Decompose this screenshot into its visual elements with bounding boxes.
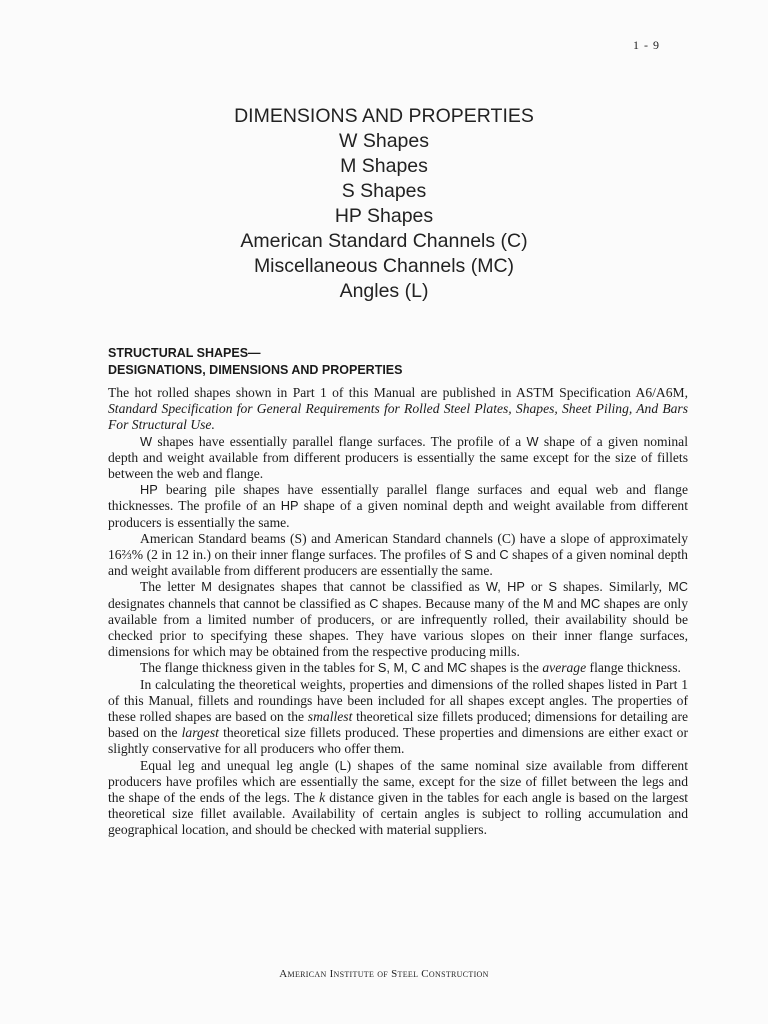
title-line-main: DIMENSIONS AND PROPERTIES	[234, 105, 534, 127]
title-line-misc-channels: Miscellaneous Channels (MC)	[253, 255, 515, 277]
title-line-s-shapes: S Shapes	[341, 180, 427, 202]
page-title	[0, 104, 768, 304]
title-line-standard-channels: American Standard Channels (C)	[240, 230, 528, 252]
title-line-angles: Angles (L)	[339, 280, 429, 302]
paragraph-theoretical-weights: In calculating the theoretical weights, properties and dimensions of the rolled shapes listed in Part 1 of this Manual, fillets and roundings have been included for all shapes except angles. The properties of these rolled shapes are based on the smallest theoretical size fillets produced; dimensions for detailing are based on the largest theoretical size fillets produced. These properties and dimensions are either exact or slightly conservative for all producers who offer them.	[108, 676, 689, 757]
section-heading	[108, 345, 402, 379]
section-heading-line-2: DESIGNATIONS, DIMENSIONS AND PROPERTIES	[108, 363, 403, 377]
paragraph-s-and-c-shapes: American Standard beams (S) and American Standard channels (C) have a slope of approximately 16⅔% (2 in 12 in.) on their inner flange surfaces. The profiles of S and C shapes of a given nominal depth and weight available from different producers are essentially the same.	[108, 530, 688, 579]
page-number: 1 - 9	[633, 38, 660, 52]
page-footer: American Institute of Steel Construction	[279, 968, 489, 980]
paragraph-angle-shapes: Equal leg and unequal leg angle (L) shapes of the same nominal size available from different producers have profiles which are essentially the same, except for the size of fillet between the legs and the shape of the ends of the legs. The k distance given in the tables for each angle is based on the largest theoretical size fillet available. Availability of certain angles is subject to rolling accumulation and geographical location, and should be checked with material suppliers.	[108, 757, 689, 838]
body-text	[108, 385, 688, 839]
paragraph-w-shapes: W shapes have essentially parallel flange surfaces. The profile of a W shape of a given nominal depth and weight available from different producers is essentially the same except for the size of fillets between the web and flange.	[108, 433, 688, 482]
paragraph-m-and-mc-shapes: The letter M designates shapes that cannot be classified as W, HP or S shapes. Similarly, MC designates channels that cannot be classified as C shapes. Because many of the M and MC shapes are only available from a limited number of producers, or are infrequently rolled, their availability should be checked prior to specifying these shapes. They have various slopes on their inner flange surfaces, dimensions for which may be obtained from the respective producing mills.	[108, 579, 688, 660]
title-line-hp-shapes: HP Shapes	[334, 205, 434, 227]
paragraph-flange-thickness: The flange thickness given in the tables for S, M, C and MC shapes is the average flange thickness.	[140, 660, 681, 676]
paragraph-astm-specification: The hot rolled shapes shown in Part 1 of this Manual are published in ASTM Specification A6/A6M, Standard Specification for General Requirements for Rolled Steel Plates, Shapes, Sheet Piling, And Bars For Structural Use.	[108, 385, 688, 433]
title-line-m-shapes: M Shapes	[340, 155, 428, 177]
paragraph-hp-shapes: HP bearing pile shapes have essentially parallel flange surfaces and equal web and flange thicknesses. The profile of an HP shape of a given nominal depth and weight available from different producers is essentially the same.	[108, 482, 688, 530]
title-line-w-shapes: W Shapes	[339, 130, 429, 152]
section-heading-line-1: STRUCTURAL SHAPES—	[108, 346, 261, 360]
